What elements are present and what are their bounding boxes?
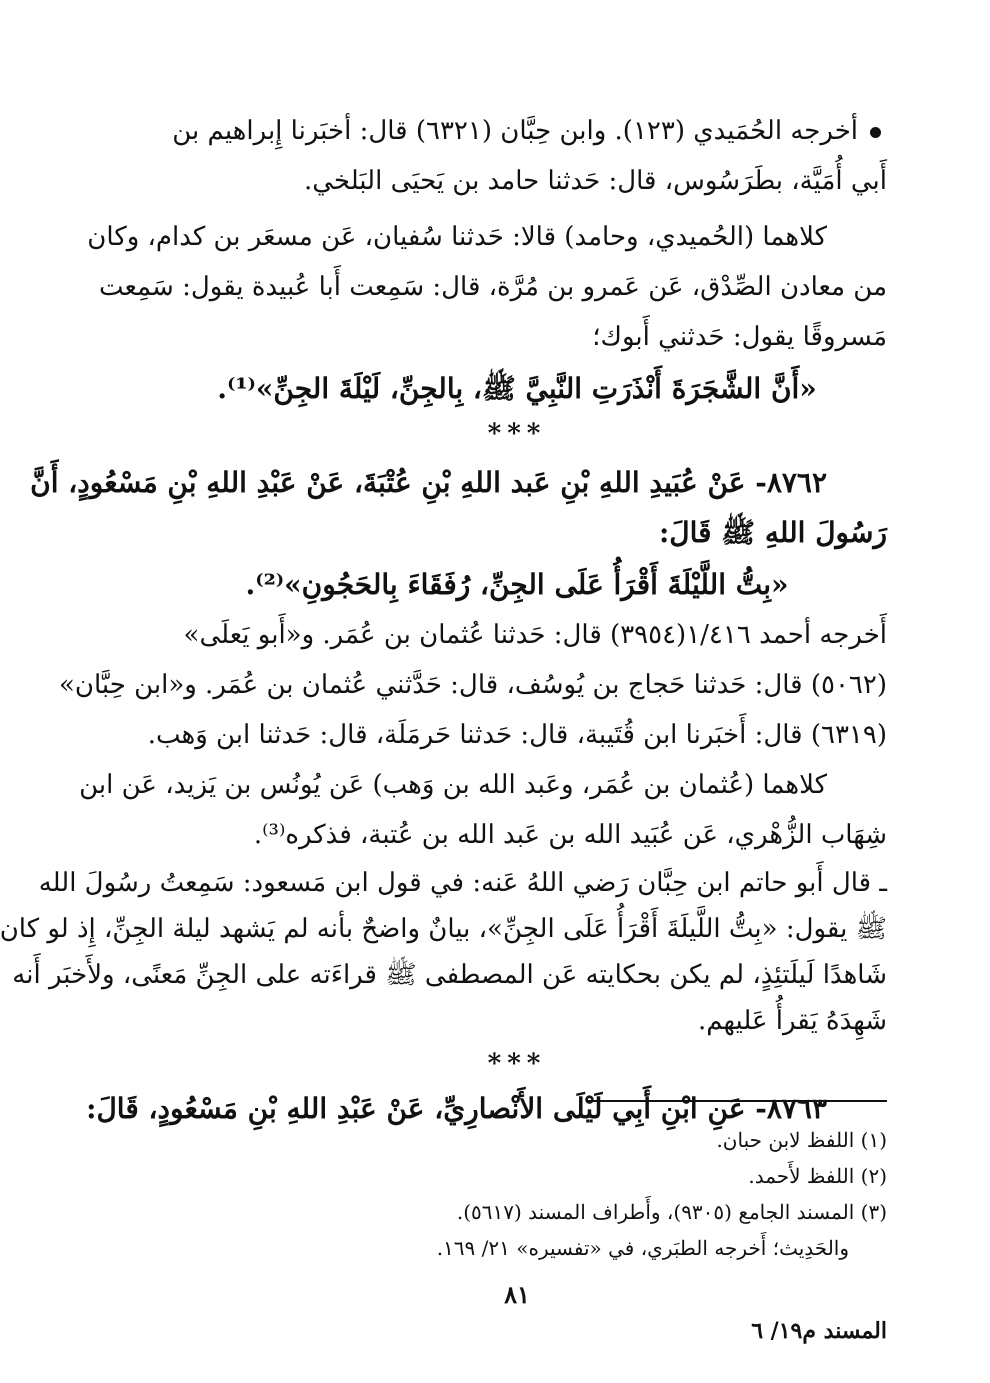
text-line: ـ قال أَبو حاتم ابن حِبَّان رَضي اللهُ عَنه: في قول ابن مَسعود: سَمِعتُ رسُولَ الله [38,868,887,898]
text-line: أَخرجه أحمد ١/٤١٦(٣٩٥٤) قال: حَدثنا عُثمان بن عُمَر. و«أَبو يَعلَى» [183,620,887,650]
paragraph-takhrij-1 [147,106,887,206]
text-line: (٦٣١٩) قال: أَخبَرنا ابن قُتَيبة، قال: حَدثنا حَرمَلَة، قال: حَدثنا ابن وَهب. [147,720,887,750]
text-line: شِهَاب الزُّهْري، عَن عُبَيد الله بن عَبد الله بن عُتبة، فذكره⁽³⁾. [253,820,887,850]
text-line: مَسروقًا يقول: حَدثني أَبوك؛ [592,322,887,352]
text-line: رَسُولَ اللهِ ﷺ قَالَ: [658,516,887,549]
text-line: شَهِدَهُ يَقرأُ عَليهم. [697,1006,887,1036]
text-line: ﷺ يقول: «بِتُّ اللَّيلَةَ أَقْرَأُ عَلَى الجِنِّ»، بيانٌ واضحٌ بأنه لم يَشهد ليلة الجِنِّ، إِذ لو كان [0,914,887,944]
footnote-2: (٢) اللفظ لأَحمد. [748,1164,887,1188]
text-line: شَاهدًا لَيلَتئِذٍ، لم يكن بحكايته عَن المصطفى ﷺ قراءَته على الجِنِّ مَعنًى، ولأَخبَر أَنه [12,960,887,990]
text-line-content: أخرجه الحُمَيدي (١٢٣). وابن حِبَّان (٦٣٢١) قال: أخبَرنا إِبراهيم بن [172,116,858,146]
page-number: ٨١ [504,1280,530,1309]
section-divider-stars: *** [487,1049,547,1079]
main-text [0,106,887,1134]
text-line: ٨٧٦٣- عَنِ ابْنِ أَبِي لَيْلَى الأَنْصارِيِّ، عَنْ عَبْدِ اللهِ بْنِ مَسْعُودٍ، قَالَ: [86,1092,827,1125]
footnote-3: (٣) المسند الجامع (٩٣٠٥)، وأَطراف المسند (٥٦١٧). [456,1200,887,1224]
hadith-heading-8762 [30,458,887,558]
footnote-separator [587,1100,887,1102]
footnote-3-continuation: والحَدِيث؛ أَخرجه الطبَري، في «تفسيره» ٢١/ ١٦٩. [436,1236,849,1260]
footnotes [147,1122,887,1266]
text-line: كلاهما (الحُميدي، وحامد) قالا: حَدثنا سُفيان، عَن مسعَر بن كدام، وكان [87,222,827,252]
section-divider-stars: *** [487,419,547,449]
paragraph-isnad-1 [87,212,887,362]
paragraph-isnad-2 [79,760,887,860]
text-line: ٨٧٦٢- عَنْ عُبَيدِ اللهِ بْنِ عَبد اللهِ بْنِ عُتْبَةَ، عَنْ عَبْدِ اللهِ بْنِ مَسْعُودٍ، أَنَّ [30,466,827,499]
text-line: كلاهما (عُثمان بن عُمَر، وعَبد الله بن وَهب) عَن يُونُس بن يَزيد، عَن ابن [79,770,827,800]
paragraph-takhrij-2 [58,610,887,760]
footnote-1: (١) اللفظ لابن حبان. [716,1128,887,1152]
text-line: (٥٠٦٢) قال: حَدثنا حَجاج بن يُوسُف، قال: حَدَّثني عُثمان بن عُمَر. و«ابن حِبَّان» [58,670,887,700]
hadith-quote-2: «بِتُّ اللَّيْلَةَ أَقْرَأُ عَلَى الجِنِّ، رُفَقَاءَ بِالحَجُونِ»⁽²⁾. [245,568,789,601]
text-line: أَبي أُمَيَّة، بطَرَسُوس، قال: حَدثنا حامد بن يَحيَى البَلخي. [303,166,887,196]
bullet-icon [870,127,881,138]
hadith-quote-1: «أَنَّ الشَّجَرَةَ أَنْذَرَتِ النَّبِيَّ ﷺ، بِالجِنِّ، لَيْلَةَ الجِنِّ»⁽¹⁾. [217,372,817,405]
text-line: من معادن الصِّدْق، عَن عَمرو بن مُرَّة، قال: سَمِعت أَبا عُبيدة يقول: سَمِعت [98,272,887,302]
paragraph-commentary [0,860,887,1044]
text-line [147,106,887,156]
printer-signature: المسند م١٩/ ٦ [751,1318,887,1344]
